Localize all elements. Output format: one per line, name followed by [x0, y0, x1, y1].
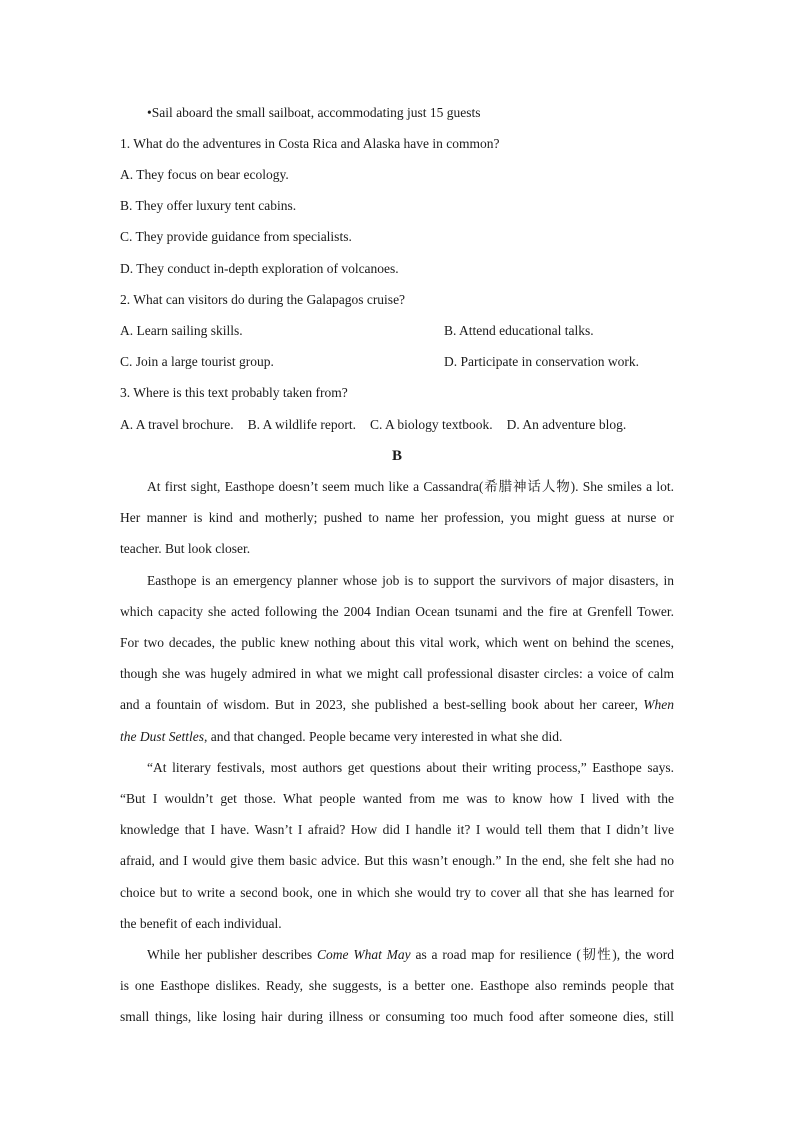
- question-1-stem: 1. What do the adventures in Costa Rica and Alaska have in common?: [120, 136, 500, 151]
- bullet-line: •Sail aboard the small sailboat, accommodating just 15 guests: [147, 105, 481, 120]
- paragraph-3-line: knowledge that I have. Wasn’t I afraid? How did I handle it? I would tell them that I didn’t live: [120, 822, 674, 837]
- paragraph-2-line: [120, 696, 674, 714]
- paragraph-1-line: Her manner is kind and motherly; pushed to name her profession, you might guess at nurse or: [120, 510, 674, 525]
- paragraph-2-line: which capacity she acted following the 2004 Indian Ocean tsunami and the fire at Grenfell Tower.: [120, 604, 674, 619]
- paragraph-2-line: [120, 728, 562, 746]
- question-2-option-d: D. Participate in conservation work.: [444, 354, 639, 369]
- paragraph-2-line: though she was hugely admired in what we might call professional disaster circles: a voice of calm: [120, 666, 674, 681]
- paragraph-3-line: “But I wouldn’t get those. What people wanted from me was to know how I lived with the: [120, 791, 674, 806]
- paragraph-4-text: as a road map for resilience (韧性), the word: [415, 947, 674, 962]
- question-3-option-a: A. A travel brochure.: [120, 417, 234, 432]
- paragraph-2-line: For two decades, the public knew nothing about this vital work, which went on behind the scenes,: [120, 635, 674, 650]
- section-heading: B: [391, 448, 402, 464]
- question-3-options: [120, 416, 626, 434]
- paragraph-3-line: the benefit of each individual.: [120, 916, 282, 931]
- question-2-stem: 2. What can visitors do during the Galapagos cruise?: [120, 292, 406, 307]
- paragraph-4-text: While her publisher describes: [147, 947, 313, 962]
- question-2-option-b: B. Attend educational talks.: [444, 323, 594, 338]
- paragraph-1-line: teacher. But look closer.: [120, 541, 251, 556]
- question-3-option-b: B. A wildlife report.: [247, 417, 356, 432]
- paragraph-3-line: “At literary festivals, most authors get questions about their writing process,” Easthope says.: [147, 760, 674, 775]
- question-3-option-c: C. A biology textbook.: [369, 417, 493, 432]
- book-title-1: When: [643, 697, 674, 712]
- paragraph-1-line: At first sight, Easthope doesn’t seem much like a Cassandra(希腊神话人物). She smiles a lot.: [147, 479, 674, 494]
- question-1-option-b: B. They offer luxury tent cabins.: [120, 198, 297, 213]
- question-3-stem: 3. Where is this text probably taken from?: [120, 385, 348, 400]
- paragraph-3-line: afraid, and I would give them basic advice. But this wasn’t enough.” In the end, she felt she had no: [120, 853, 674, 868]
- book-title-1-cont: the Dust Settles: [120, 729, 204, 744]
- paragraph-4-line: is one Easthope dislikes. Ready, she suggests, is a better one. Easthope also reminds people that: [120, 978, 674, 993]
- question-1-option-c: C. They provide guidance from specialists.: [120, 229, 352, 244]
- paragraph-4-line: small things, like losing hair during illness or consuming too much food after someone dies, still: [120, 1009, 674, 1024]
- paragraph-2-text: , and that changed. People became very interested in what she did.: [204, 729, 563, 744]
- question-2-option-c: C. Join a large tourist group.: [120, 354, 274, 369]
- question-1-option-a: A. They focus on bear ecology.: [120, 167, 289, 182]
- question-1-option-d: D. They conduct in-depth exploration of volcanoes.: [120, 261, 399, 276]
- question-3-option-d: D. An adventure blog.: [506, 417, 627, 432]
- book-title-2: Come What May: [317, 947, 411, 962]
- paragraph-2-line: Easthope is an emergency planner whose job is to support the survivors of major disasters, in: [147, 573, 674, 588]
- question-2-option-a: A. Learn sailing skills.: [120, 323, 243, 338]
- paragraph-2-text: and a fountain of wisdom. But in 2023, she published a best-selling book about her career,: [120, 697, 638, 712]
- paragraph-3-line: choice but to write a second book, one in which she would try to cover all that she has learned for: [120, 885, 674, 900]
- paragraph-4-line: [147, 946, 674, 964]
